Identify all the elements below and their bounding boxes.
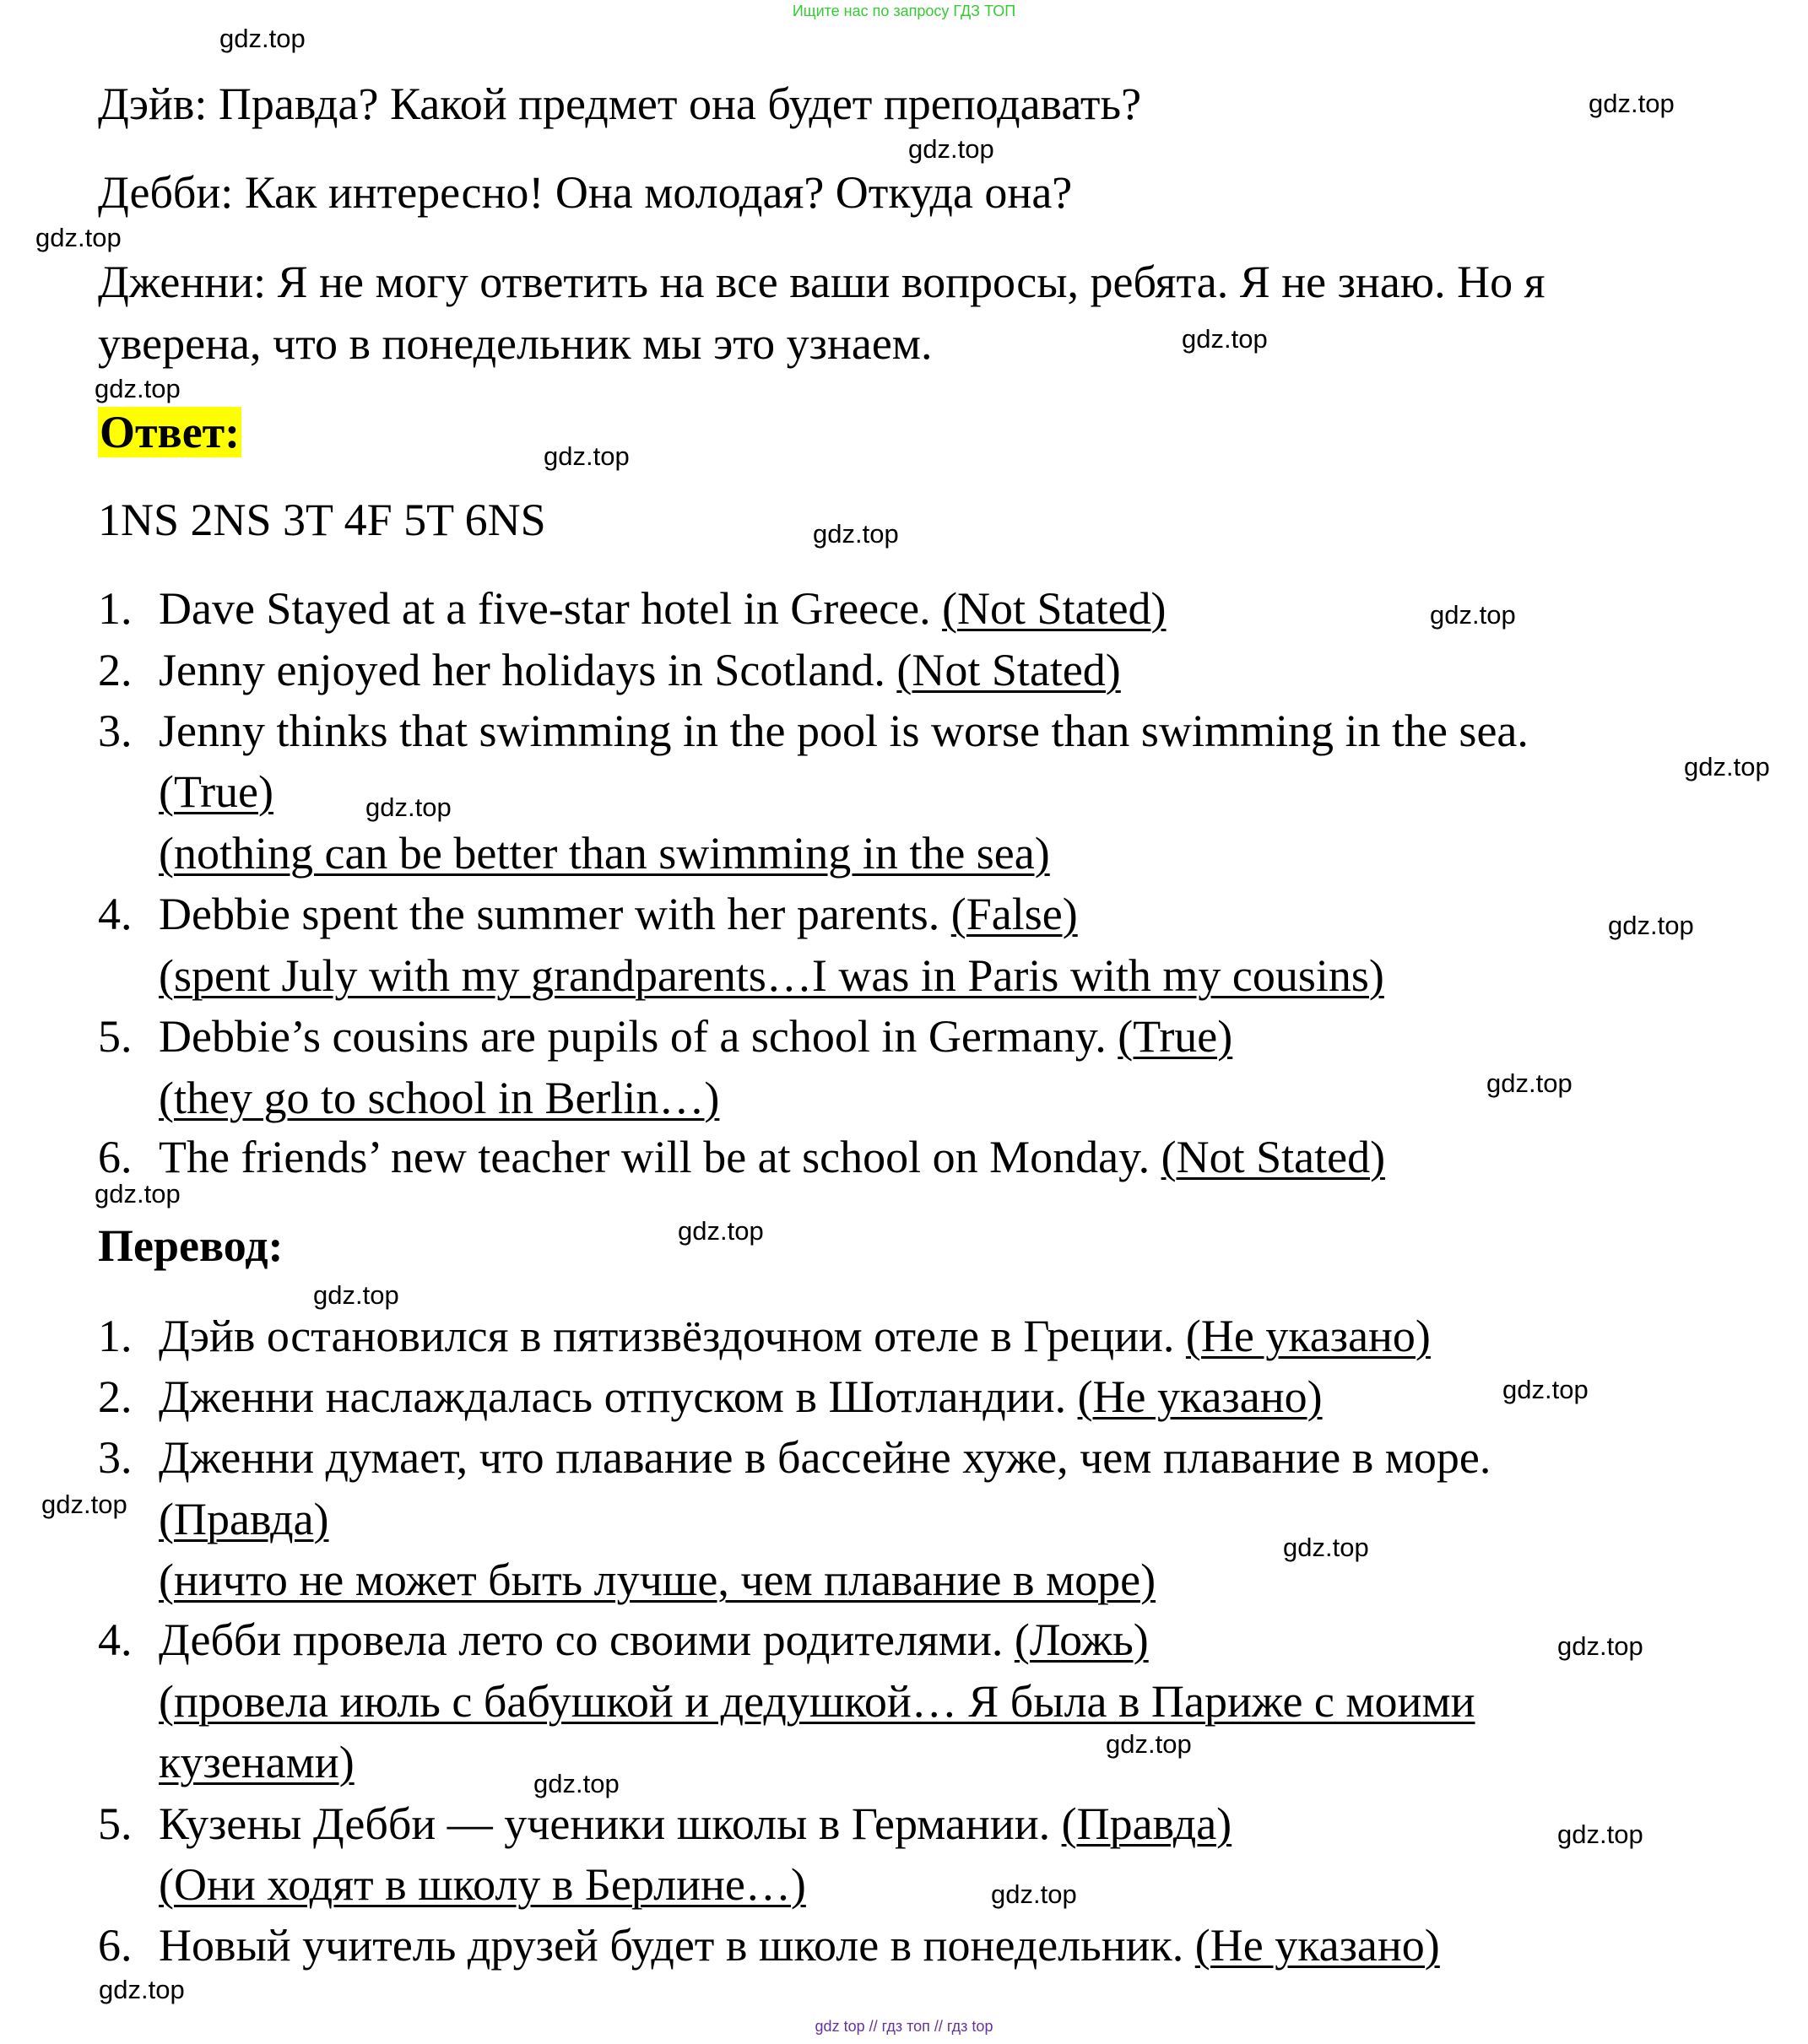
- list-item: [159, 1616, 1149, 1663]
- item-number: 3.: [98, 1432, 133, 1483]
- list-item: [159, 1013, 1232, 1060]
- watermark-text: gdz.top: [41, 1490, 127, 1519]
- line-text: Debbie spent the summer with her parents.: [159, 889, 951, 939]
- text-line: [159, 768, 273, 815]
- watermark-text: gdz.top: [533, 1769, 620, 1798]
- list-item: [159, 890, 1078, 938]
- watermark-text: gdz.top: [313, 1280, 399, 1310]
- list-item: [159, 707, 1529, 754]
- underlined-answer: (Не указано): [1185, 1311, 1431, 1361]
- text-line: [159, 1738, 355, 1786]
- watermark-text: gdz.top: [813, 519, 899, 549]
- line-text: Дебби провела лето со своими родителями.: [159, 1614, 1015, 1665]
- line-text: Debbie’s cousins are pupils of a school in Germany.: [159, 1011, 1118, 1062]
- line-text: 1NS 2NS 3T 4F 5T 6NS: [98, 495, 546, 545]
- text-line: [159, 952, 1384, 999]
- line-text: Дженни думает, что плавание в бассейне хуже, чем плавание в море.: [159, 1432, 1491, 1483]
- list-item: [159, 585, 1167, 632]
- text-line: [98, 80, 1141, 127]
- underlined-answer: (True): [159, 766, 274, 817]
- watermark-text: gdz.top: [908, 134, 994, 164]
- watermark-text: gdz.top: [1608, 911, 1694, 940]
- text-line: [159, 1495, 329, 1543]
- underlined-answer: (провела июль с бабушкой и дедушкой… Я была в Париже с моими: [159, 1676, 1475, 1727]
- watermark-text: gdz.top: [1182, 324, 1268, 354]
- list-item: [159, 646, 1121, 694]
- underlined-answer: (nothing can be better than swimming in the sea): [159, 828, 1050, 879]
- item-number: 6.: [98, 1132, 133, 1182]
- underlined-answer: (False): [950, 889, 1078, 939]
- item-number: 4.: [98, 889, 133, 939]
- watermark-text: gdz.top: [99, 1975, 185, 2004]
- item-number: 1.: [98, 1311, 133, 1361]
- watermark-text: gdz.top: [95, 1179, 181, 1209]
- watermark-text: gdz.top: [1557, 1820, 1643, 1849]
- text-line: [159, 1556, 1156, 1603]
- item-number: 2.: [98, 1371, 133, 1422]
- watermark-text: gdz.top: [1684, 752, 1770, 781]
- watermark-text: gdz.top: [95, 374, 181, 403]
- watermark-text: gdz.top: [1502, 1375, 1589, 1404]
- underlined-answer: (Ложь): [1014, 1614, 1149, 1665]
- line-text: Новый учитель друзей будет в школе в понедельник.: [159, 1920, 1195, 1971]
- heading-translation: [98, 1222, 284, 1269]
- underlined-answer: (Not Stated): [1161, 1132, 1386, 1182]
- item-number: 5.: [98, 1011, 133, 1062]
- text-line: [159, 1861, 806, 1908]
- list-item: [159, 1312, 1431, 1360]
- watermark-text: gdz.top: [1430, 600, 1516, 630]
- header-search-note: Ищите нас по запросу ГДЗ ТОП: [792, 3, 1016, 19]
- watermark-text: gdz.top: [1589, 89, 1675, 118]
- watermark-text: gdz.top: [678, 1216, 764, 1246]
- line-text: уверена, что в понедельник мы это узнаем.: [98, 318, 933, 369]
- line-text: Дебби: Как интересно! Она молодая? Откуда она?: [98, 167, 1073, 218]
- watermark-text: gdz.top: [1557, 1631, 1643, 1661]
- underlined-answer: кузенами): [159, 1737, 355, 1787]
- item-number: 4.: [98, 1614, 133, 1665]
- list-item: [159, 1133, 1385, 1181]
- item-number: 1.: [98, 583, 133, 634]
- watermark-text: gdz.top: [1486, 1068, 1573, 1098]
- footer-note: gdz top // гдз топ // гдз top: [815, 2018, 993, 2035]
- text-line: [159, 830, 1050, 877]
- line-text: Перевод:: [98, 1220, 284, 1271]
- underlined-answer: (Правда): [159, 1494, 329, 1544]
- line-text: Дженни: Я не могу ответить на все ваши вопросы, ребята. Я не знаю. Но я: [98, 257, 1545, 307]
- line-text: Кузены Дебби — ученики школы в Германии.: [159, 1798, 1062, 1849]
- text-line: [159, 1678, 1475, 1725]
- watermark-text: gdz.top: [991, 1879, 1077, 1909]
- underlined-answer: (they go to school in Berlin…): [159, 1073, 720, 1123]
- line-text: Дэйв остановился в пятизвёздочном отеле в Греции.: [159, 1311, 1186, 1361]
- underlined-answer: (Not Stated): [896, 645, 1121, 695]
- watermark-text: gdz.top: [1106, 1729, 1192, 1759]
- item-number: 6.: [98, 1920, 133, 1971]
- line-text: Jenny thinks that swimming in the pool is worse than swimming in the sea.: [159, 706, 1529, 756]
- watermark-text: gdz.top: [365, 792, 452, 822]
- item-number: 3.: [98, 706, 133, 756]
- underlined-answer: (Не указано): [1194, 1920, 1440, 1971]
- watermark-text: gdz.top: [35, 223, 122, 252]
- watermark-text: gdz.top: [219, 24, 306, 53]
- watermark-text: gdz.top: [1283, 1533, 1369, 1562]
- line-text: The friends’ new teacher will be at school on Monday.: [159, 1132, 1161, 1182]
- text-line: [98, 169, 1072, 216]
- list-item: [159, 1434, 1491, 1481]
- underlined-answer: (Правда): [1061, 1798, 1232, 1849]
- line-text: Дженни наслаждалась отпуском в Шотландии.: [159, 1371, 1078, 1422]
- item-number: 5.: [98, 1798, 133, 1849]
- text-line: [159, 1074, 719, 1122]
- underlined-answer: (ничто не может быть лучше, чем плавание в море): [159, 1555, 1156, 1605]
- line-text: Jenny enjoyed her holidays in Scotland.: [159, 645, 897, 695]
- underlined-answer: (Не указано): [1077, 1371, 1323, 1422]
- underlined-answer: (True): [1118, 1011, 1233, 1062]
- watermark-text: gdz.top: [544, 441, 630, 471]
- line-text: Dave Stayed at a five-star hotel in Greece.: [159, 583, 943, 634]
- line-text: Дэйв: Правда? Какой предмет она будет преподавать?: [98, 78, 1142, 129]
- underlined-answer: (Not Stated): [942, 583, 1167, 634]
- list-item: [159, 1922, 1440, 1969]
- heading-answer: [98, 408, 241, 456]
- underlined-answer: (spent July with my grandparents…I was in Paris with my cousins): [159, 950, 1384, 1001]
- text-line: [98, 258, 1545, 306]
- list-item: [159, 1800, 1231, 1847]
- item-number: 2.: [98, 645, 133, 695]
- list-item: [159, 1373, 1323, 1420]
- underlined-answer: (Они ходят в школу в Берлине…): [159, 1859, 806, 1910]
- text-line: [98, 320, 932, 367]
- line-text: Ответ:: [100, 407, 241, 457]
- text-line: [98, 496, 546, 543]
